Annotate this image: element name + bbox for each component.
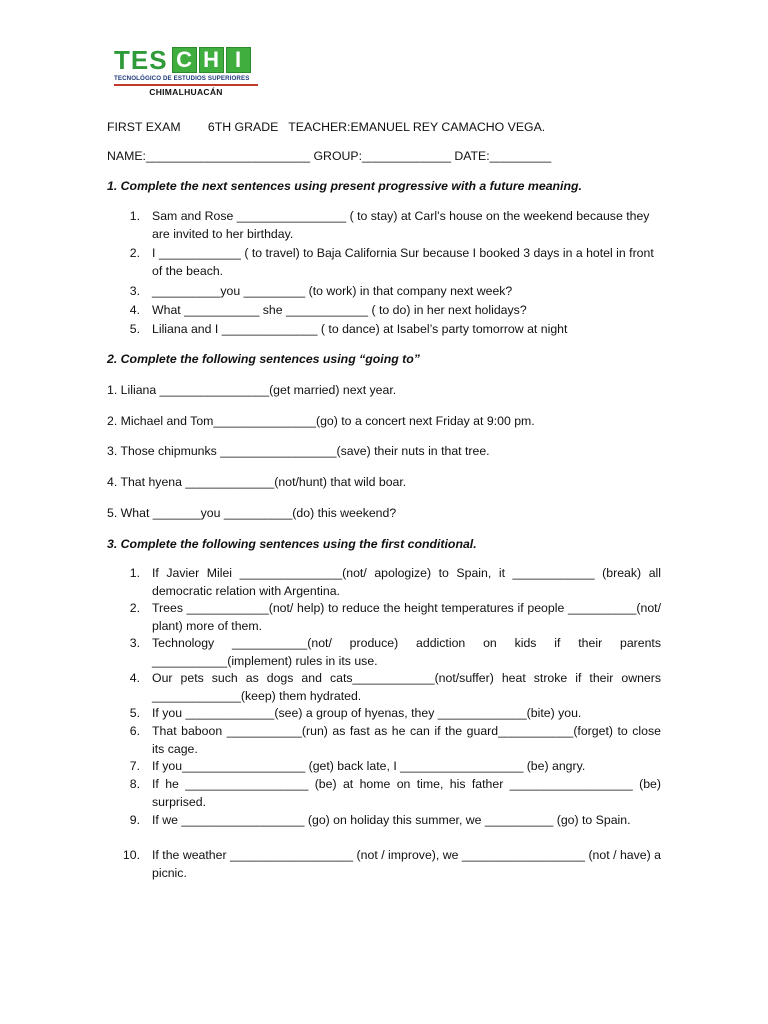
item-number: 1. [129, 209, 140, 223]
item-text: What ___________ she ____________ ( to do) in her next holidays? [152, 303, 527, 317]
item-number: 1. [129, 566, 140, 580]
item-number: 5. [129, 706, 140, 720]
section2-heading: 2. Complete the following sentences using “going to” [107, 352, 420, 366]
item-text: If you__________________ (get) back late, I __________________ (be) angry. [152, 759, 586, 773]
item-text: Our pets such as dogs and cats____________(not/suffer) heat stroke if their owners _____________(keep) them hydrated. [152, 671, 661, 703]
item-text: Liliana and I ______________ ( to dance) at Isabel’s party tomorrow at night [152, 322, 568, 336]
section2-item: 2. Michael and Tom_______________(go) to a concert next Friday at 9:00 pm. [107, 414, 535, 428]
item-text: Trees ____________(not/ help) to reduce the height temperatures if people __________(not/ plant) more of them. [152, 601, 661, 633]
section2-item: 5. What _______you __________(do) this weekend? [107, 506, 397, 520]
item-number: 9. [129, 813, 140, 827]
item-text: I ____________ ( to travel) to Baja California Sur because I booked 3 days in a hotel in front of the beach. [152, 246, 654, 278]
section3-heading: 3. Complete the following sentences using the first conditional. [107, 537, 477, 551]
logo-tes-text: TES [114, 45, 168, 75]
item-text: If we __________________ (go) on holiday this summer, we __________ (go) to Spain. [152, 813, 631, 827]
logo-letter-h: H [199, 47, 224, 73]
logo-chi-blocks [172, 47, 251, 73]
logo-place: CHIMALHUACÁN [149, 87, 223, 97]
logo-divider [114, 84, 258, 86]
item-number: 3. [129, 284, 140, 298]
item-text: Technology ___________(not/ produce) addiction on kids if their parents ___________(implement) rules in its use. [152, 636, 661, 668]
logo-letter-c: C [172, 47, 197, 73]
logo-subtitle: TECNOLÓGICO DE ESTUDIOS SUPERIORES [114, 75, 250, 82]
item-text: If you _____________(see) a group of hyenas, they _____________(bite) you. [152, 706, 582, 720]
item-text: If the weather __________________ (not / improve), we __________________ (not / have) a picnic. [152, 848, 661, 880]
item-text: If he __________________ (be) at home on time, his father __________________ (be) surprised. [152, 777, 661, 809]
section2-item: 1. Liliana ________________(get married) next year. [107, 383, 397, 397]
item-number: 5. [129, 322, 140, 336]
item-number: 3. [129, 636, 140, 650]
section2-item: 4. That hyena _____________(not/hunt) that wild boar. [107, 475, 407, 489]
item-number: 2. [129, 246, 140, 260]
logo-letter-i: I [226, 47, 251, 73]
section2-item: 3. Those chipmunks _________________(save) their nuts in that tree. [107, 444, 490, 458]
item-number: 2. [129, 601, 140, 615]
item-number: 7. [129, 759, 140, 773]
exam-header-line: FIRST EXAM 6TH GRADE TEACHER:EMANUEL REY CAMACHO VEGA. [107, 120, 546, 134]
item-number: 4. [129, 671, 140, 685]
student-info-line: NAME:________________________ GROUP:_____________ DATE:_________ [107, 149, 552, 163]
item-number: 8. [129, 777, 140, 791]
item-number: 6. [129, 724, 140, 738]
item-text: Sam and Rose ________________ ( to stay) at Carl’s house on the weekend because they are invited to her birthday. [152, 209, 650, 241]
section1-heading: 1. Complete the next sentences using present progressive with a future meaning. [107, 179, 582, 193]
item-text: __________you _________ (to work) in that company next week? [152, 284, 513, 298]
school-logo [114, 47, 260, 97]
item-text: That baboon ___________(run) as fast as he can if the guard___________(forget) to close its cage. [152, 724, 661, 756]
item-number: 10. [122, 848, 140, 862]
item-text: If Javier Milei _______________(not/ apologize) to Spain, it ____________ (break) all democratic relation with Argentina. [152, 566, 661, 598]
item-number: 4. [129, 303, 140, 317]
